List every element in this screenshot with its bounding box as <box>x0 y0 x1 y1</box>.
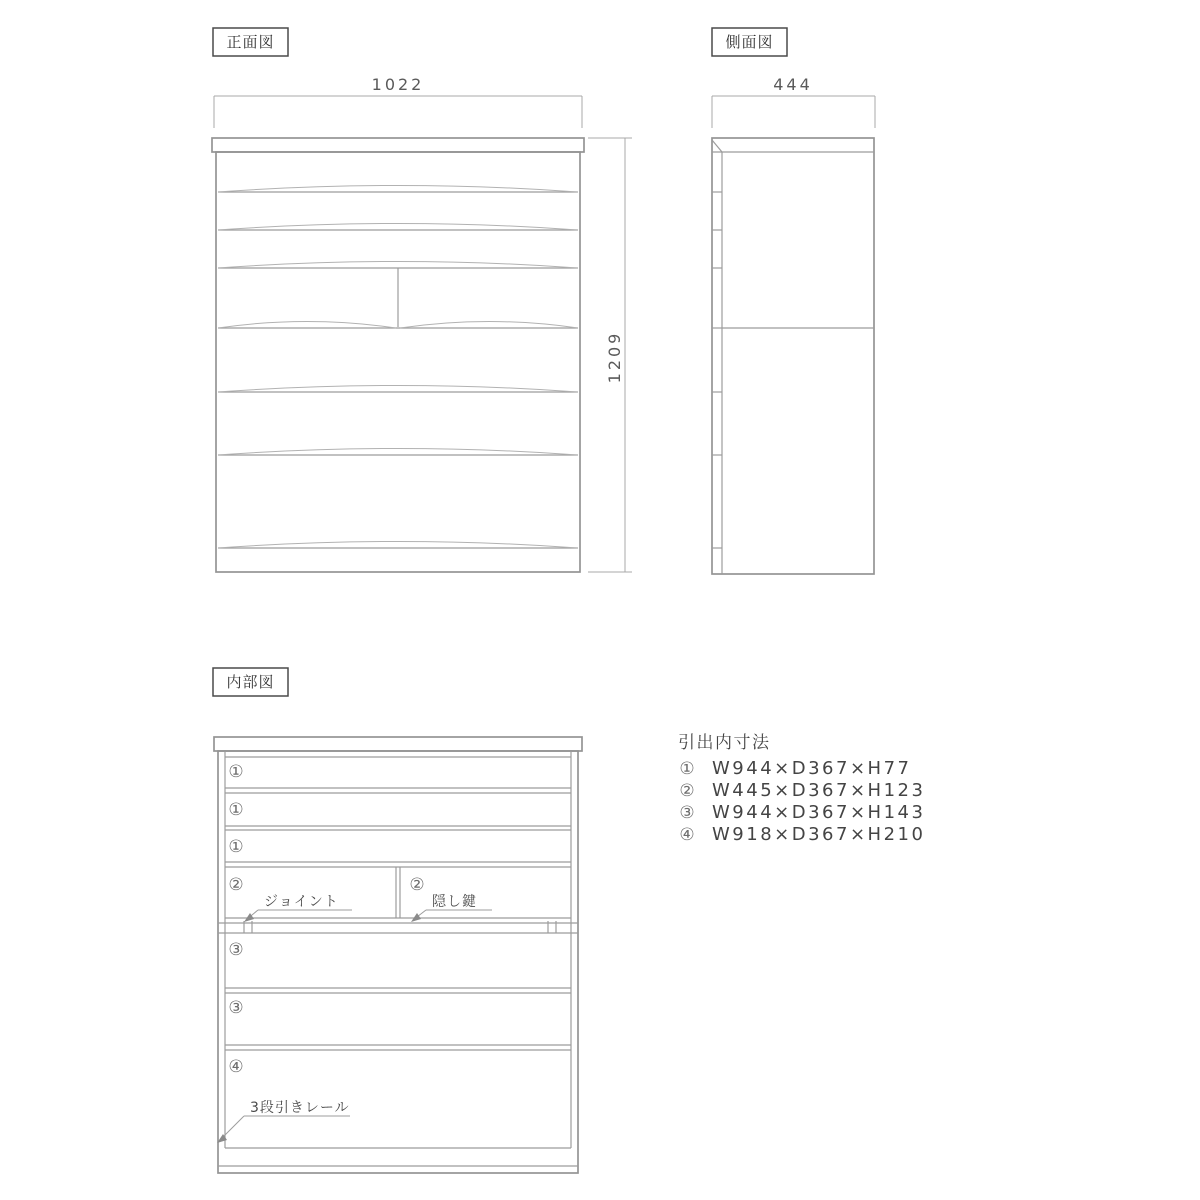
drawer-mark-3b: ③ <box>228 998 244 1018</box>
front-drawer-arc-handles <box>218 186 578 549</box>
legend-dims-4: W918×D367×H210 <box>712 824 926 845</box>
legend-mark-4: ④ <box>679 825 695 845</box>
front-width-value: 1022 <box>371 75 425 94</box>
front-height-value: 1209 <box>605 330 624 384</box>
legend-mark-3: ③ <box>679 803 695 823</box>
hidden-lock-label: 隠し鍵 <box>432 894 477 910</box>
side-cabinet <box>712 138 874 574</box>
drawer-mark-1b: ① <box>228 800 244 820</box>
drawer-dimensions-legend <box>678 733 925 845</box>
side-view-label: 側面図 <box>725 33 774 51</box>
legend-dims-3: W944×D367×H143 <box>712 802 926 823</box>
legend-dims-1: W944×D367×H77 <box>712 758 912 779</box>
internal-shelf-boards <box>225 788 571 1050</box>
side-width-value: 444 <box>773 75 813 94</box>
legend-row-2 <box>679 780 925 801</box>
front-drawer-boundaries <box>218 192 578 548</box>
internal-split-divider <box>396 867 400 918</box>
legend-mark-2: ② <box>679 781 695 801</box>
front-top-board <box>212 138 584 152</box>
front-width-dimension <box>214 75 582 128</box>
internal-view-label-box <box>213 668 288 696</box>
side-cabinet-outline <box>712 138 874 574</box>
front-cabinet-body <box>216 152 580 572</box>
side-view-label-box <box>712 28 787 56</box>
drawer-mark-2b: ② <box>409 875 425 895</box>
legend-row-1 <box>679 758 911 779</box>
side-drawer-gap-ticks <box>712 192 722 548</box>
front-height-dimension <box>588 138 632 572</box>
drawer-mark-4: ④ <box>228 1057 244 1077</box>
internal-bottom-board <box>218 1148 578 1166</box>
internal-cabinet <box>214 737 582 1173</box>
drawer-mark-3a: ③ <box>228 940 244 960</box>
legend-dims-2: W445×D367×H123 <box>712 780 926 801</box>
internal-middle-band <box>218 918 578 933</box>
slide-rail-label: 3段引きレール <box>250 1100 350 1116</box>
legend-row-3 <box>679 802 925 823</box>
legend-mark-1: ① <box>679 759 695 779</box>
internal-view <box>213 668 582 1173</box>
joint-label: ジョイント <box>264 894 339 910</box>
internal-top-board <box>214 737 582 751</box>
internal-drawer-marks <box>228 762 424 1077</box>
legend-row-4 <box>679 824 925 845</box>
side-width-dimension <box>712 75 875 128</box>
annotation-slide-rail <box>217 1099 350 1143</box>
front-view-label: 正面図 <box>226 33 275 51</box>
drawer-mark-1a: ① <box>228 762 244 782</box>
drawer-mark-2a: ② <box>228 875 244 895</box>
legend-title: 引出内寸法 <box>678 733 771 753</box>
front-view <box>212 28 632 572</box>
front-cabinet <box>212 138 584 572</box>
drawer-mark-1c: ① <box>228 837 244 857</box>
side-view <box>712 28 875 574</box>
front-view-label-box <box>213 28 288 56</box>
internal-view-label: 内部図 <box>226 673 275 691</box>
